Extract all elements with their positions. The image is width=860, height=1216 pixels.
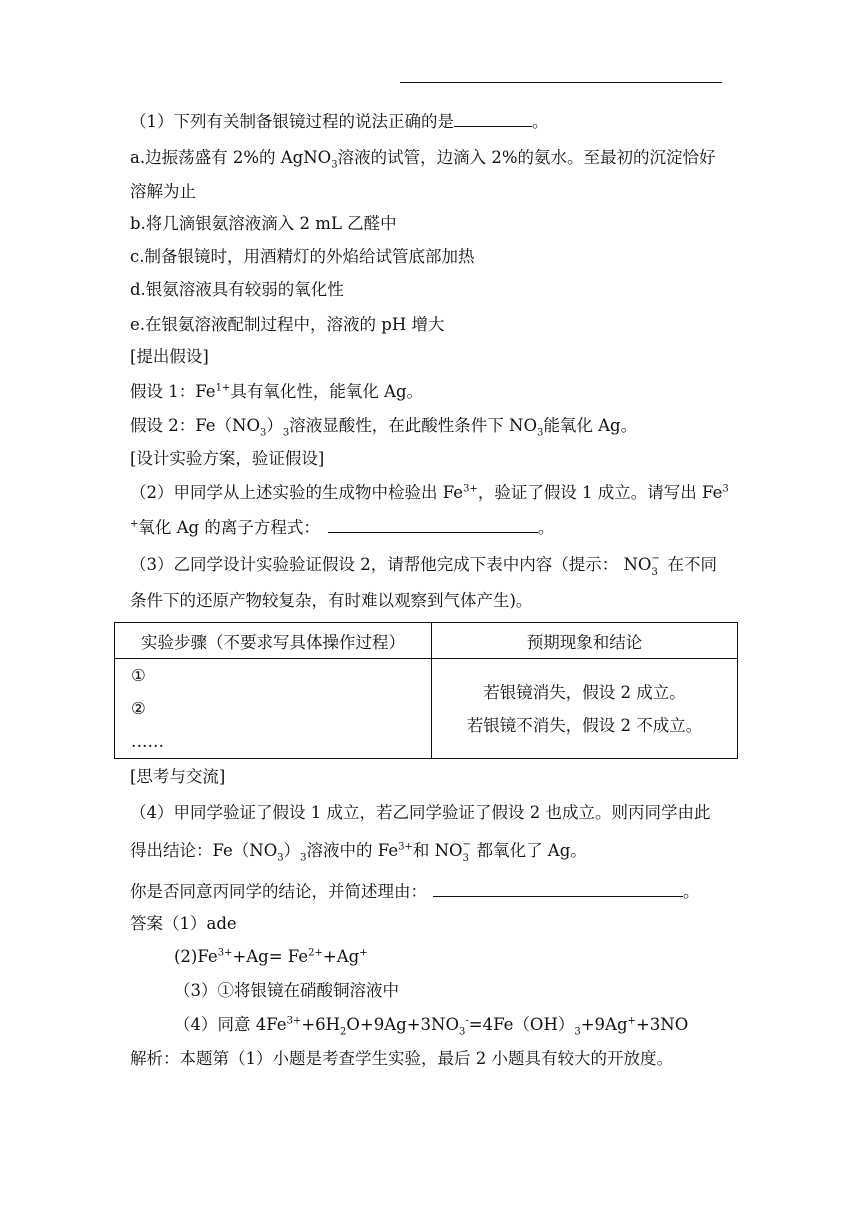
hypothesis-2: 假设 2：$Fe(NO_3)_3$溶液显酸性，在此酸性条件下 $NO_3$能氧化 Ag。 <box>130 416 638 439</box>
analysis: 解析：本题第（1）小题是考查学生实验，最后 2 小题具有较大的开放度。 <box>130 1049 673 1068</box>
step-item: ① <box>131 666 146 685</box>
q1-option-a-cont: 溶解为止 <box>130 182 196 201</box>
design-title: [设计实验方案，验证假设] <box>130 449 325 468</box>
answer-1: 答案（1）ade <box>130 914 237 933</box>
q1-option-b: b.将几滴银氨溶液滴入 2 mL 乙醛中 <box>130 214 397 233</box>
header-rule <box>400 82 722 83</box>
q4-line1: （4）甲同学验证了假设 1 成立，若乙同学验证了假设 2 也成立。则丙同学由此 <box>130 803 711 822</box>
q1-option-d: d.银氨溶液具有较弱的氧化性 <box>130 280 344 299</box>
q3-line1: （3）乙同学设计实验验证假设 2，请帮他完成下表中内容（提示： NO − 3 在不同 <box>130 553 717 578</box>
q4-line2: 得出结论：$Fe(NO_3)_3$溶液中的 $Fe^{3+}$和 NO − 3 都氧化了 Ag。 <box>130 839 587 864</box>
q2-line2: +氧化 Ag 的离子方程式： 。 <box>130 518 555 537</box>
q4-line3: 你是否同意丙同学的结论，并简述理由： 。 <box>130 882 700 901</box>
q1-option-e: e.在银氨溶液配制过程中，溶液的 pH 增大 <box>130 315 445 334</box>
header-result: 预期现象和结论 <box>432 623 738 659</box>
answer-blank <box>328 516 538 533</box>
hypothesis-title: [提出假设] <box>130 347 209 366</box>
q1-stem: （1）下列有关制备银镜过程的说法正确的是 。 <box>130 112 549 131</box>
q1-option-a: a.边振荡盛有 2%的 AgNO$_3$溶液的试管，边滴入 2%的氨水。至最初的沉淀恰好 <box>130 148 716 171</box>
answer-2: $(2)Fe^{3+}+Ag= Fe^{2+}+Ag^+$ <box>174 947 368 966</box>
answer-3: （3）①将银镜在硝酸铜溶液中 <box>174 981 399 1000</box>
discuss-title: [思考与交流] <box>130 767 226 786</box>
experiment-table <box>114 622 738 759</box>
hypothesis-1: 假设 1：$Fe^{1+}$具有氧化性，能氧化 Ag。 <box>130 382 424 401</box>
answer-blank <box>433 880 683 897</box>
q3-line2: 条件下的还原产物较复杂，有时难以观察到气体产生)。 <box>130 591 533 610</box>
steps-cell <box>115 659 432 759</box>
q1-option-c: c.制备银镜时，用酒精灯的外焰给试管底部加热 <box>130 247 475 266</box>
table-header-row <box>115 623 738 659</box>
answer-4: （4）同意 $4Fe^{3+}+6H_2O+9Ag+3NO_3^-=4Fe(OH)_3+9Ag^++3NO$ <box>174 1015 689 1038</box>
step-item: ② <box>131 699 146 718</box>
header-step: 实验步骤（不要求写具体操作过程） <box>115 623 432 659</box>
result-item: 若银镜不消失，假设 2 不成立。 <box>466 715 703 735</box>
results-cell <box>432 659 738 759</box>
table-row <box>115 659 738 759</box>
result-item: 若银镜消失，假设 2 成立。 <box>483 682 686 702</box>
step-item: …… <box>131 732 164 751</box>
answer-blank <box>454 110 532 127</box>
q2-line1: （2）甲同学从上述实验的生成物中检验出 $Fe^{3+}$，验证了假设 1 成立。请写出 Fe$^3$ <box>130 483 729 502</box>
